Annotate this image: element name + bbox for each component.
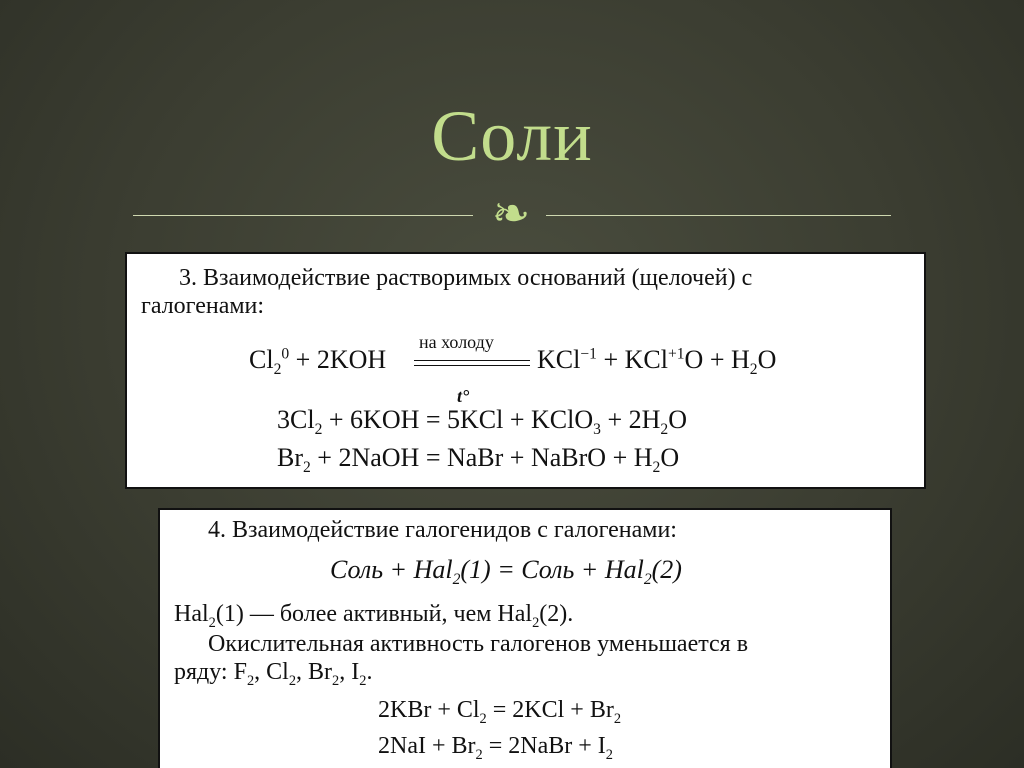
- equation-5: $2NaI + Br_2$ = 2NaBr + $I_2$: [378, 733, 613, 763]
- double-arrow-line: [414, 360, 530, 366]
- title-divider-left: [133, 215, 473, 216]
- equation-3: $Br_2$ + 2NaOH = NaBr + NaBrO + $H_2O$: [277, 443, 680, 477]
- equation-4: $2KBr + Cl_2 = 2KCl + Br_2$: [378, 697, 622, 727]
- section-3-heading-line2: галогенами:: [141, 293, 265, 319]
- condition-cold-label: на холоду: [419, 332, 494, 352]
- equation-2: $3Cl_2 + 6KOH = 5KCl$ + KClO$_3$ + $2H_2O$: [277, 405, 687, 439]
- title-divider-right: [546, 215, 891, 216]
- activity-line-1: Окислительная активность галогенов уменьшается в: [208, 631, 749, 657]
- equation-1-products: $KCl^{-1} + KCl^{+1}O + H_2O$: [537, 345, 777, 379]
- condition-heat-label: t°: [457, 386, 470, 406]
- activity-note: Hal$_2$(1) — более активный, чем Hal$_2$(2).: [174, 601, 574, 631]
- slide-title: Соли: [431, 96, 593, 176]
- fleuron-ornament-icon: ❧: [491, 186, 531, 240]
- section-3-heading-line1: 3. Взаимодействие растворимых оснований (щелочей) с: [179, 265, 753, 291]
- equation-1: $Cl_2^0 + 2KOH$: [249, 345, 387, 379]
- general-equation: Соль + Hal$_2$(1) = Соль + Hal$_2$(2): [330, 555, 682, 589]
- section-4-heading: 4. Взаимодействие галогенидов с галогенами:: [208, 517, 677, 543]
- section-3-card: [125, 252, 926, 489]
- activity-line-2: ряду: $F_2$, $Cl_2$, $Br_2$, $I_2$.: [174, 659, 373, 689]
- section-4-card: [158, 508, 892, 768]
